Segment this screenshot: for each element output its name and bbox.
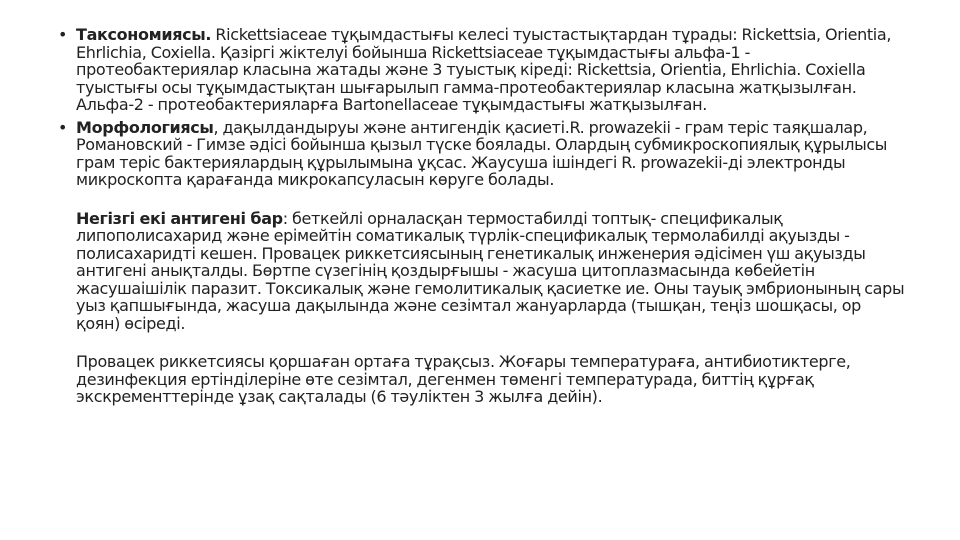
- antigen-paragraph: [58, 210, 908, 333]
- antigen-term: Негізгі екі антигені бар: [76, 208, 283, 228]
- bullet-taxonomy: [58, 26, 908, 114]
- taxonomy-term: Таксономиясы: [76, 25, 206, 44]
- bullet-icon: •: [58, 117, 68, 137]
- provacek-paragraph: [58, 353, 908, 406]
- provacek-text: Провацек риккетсиясы қоршаған ортаға тұрақсыз. Жоғары температураға, антибиотиктерге, дезинфекция ертінділеріне өте сезімтал, дегенмен төменгі температурада, биттің құрғақ экскременттерінде ұзақ сақталады (6 тәуліктен 3 жылға дейін).: [76, 352, 851, 406]
- bullet-icon: •: [58, 25, 68, 44]
- taxonomy-text: Rickettsiaceae тұқымдастығы келесі туыстастықтардан тұрады: Rickettsia, Orientia, Ehrlichia, Coxiella. Қазіргі жіктелуі бойынша Rickettsiaceae тұқымдастығы альфа-1 - протеобактериялар класына жатады және 3 туыстық кіреді: Rickettsia, Orientia, Ehrlichia. Coxiella туыстығы осы тұқымдастықтан шығарылып гамма-протеобактериялар класына жатқызылған. Альфа-2 - протеобактерияларға Bartonellaceae тұқымдастығы жатқызылған.: [76, 25, 892, 114]
- morphology-text: , дақылдандыруы және антигендік қасиеті.R. prowazekii - грам теріс таяқшалар, Романовский - Гимзе әдісі бойынша қызыл түске боялады. Олардың субмикроскопиялық құрылысы грам теріс бактериялардың құрылымына ұқсас. Жаусуша ішіндегі R. prowazekii-ді электронды микроскопта қарағанда микрокапсуласын көруге болады.: [76, 117, 888, 189]
- antigen-text: : беткейлі орналасқан термостабилді топтық- спецификалық липополисахарид және ерімейтін соматикалық түрлік-спецификалық термолабилді ақуызды - полисахаридті кешен. Провацек риккетсиясының генетикалық инженерия әдісімен үш ақуызды антигені анықталды. Бөртпе сүзегінің қоздырғышы - жасуша цитоплазмасында көбейетін жасушаішілік паразит. Токсикалық және гемолитикалық қасиетке ие. Оны тауық эмбрионының сары уыз қапшығында, жасуша дақылында және сезімтал жануарларда (тышқан, теңіз шошқасы, ор қоян) өсіреді.: [76, 208, 905, 333]
- morphology-term: Морфологиясы: [76, 117, 214, 137]
- taxonomy-term-suffix: .: [205, 25, 212, 44]
- slide-content: [58, 26, 908, 406]
- bullet-morphology: [58, 119, 908, 189]
